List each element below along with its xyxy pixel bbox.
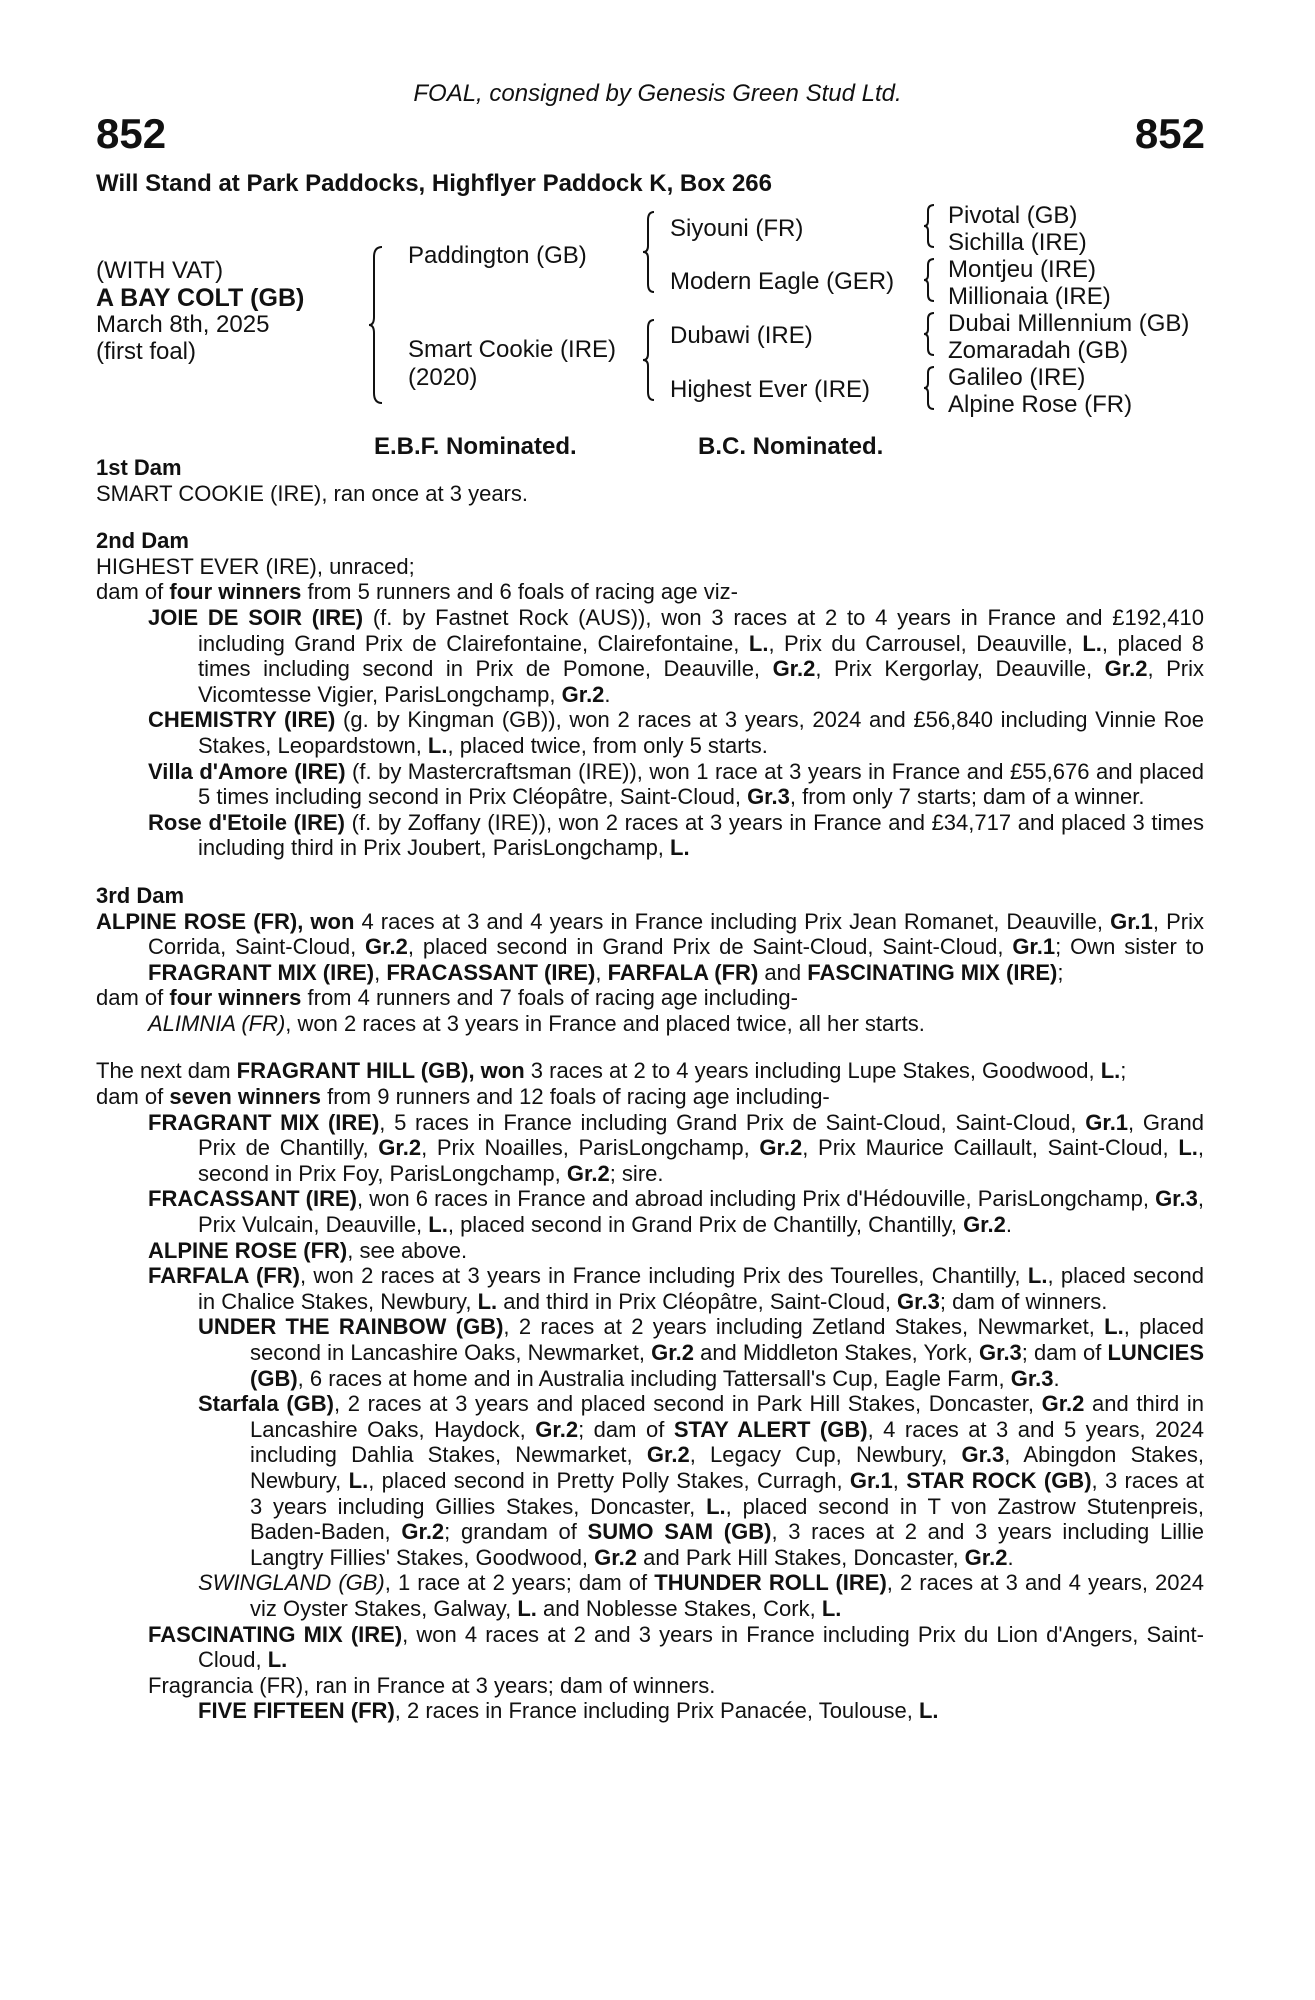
pedigree-dam-sire: Dubawi (IRE) bbox=[670, 322, 813, 349]
pedigree-g3: Alpine Rose (FR) bbox=[948, 391, 1133, 418]
progeny-entry: Starfala (GB), 2 races at 3 years and placed second in Park Hill Stakes, Doncaster, Gr.2 and third in Lancashire Oaks, Haydock, Gr.2; dam of STAY ALERT (GB), 4 races at 3 and 5 years, 2024 including Dahlia Stakes, Newmarket, Gr.2, Legacy Cup, Newbury, Gr.3, Abingdon Stakes, Newbury, L., placed second in Pretty Polly Stakes, Curragh, Gr.1, STAR ROCK (GB), 3 races at 3 years including Gillies Stakes, Doncaster, L., placed second in T von Zastrow Stutenpreis, Baden-Baden, Gr.2; grandam of SUMO SAM (GB), 3 races at 2 and 3 years including Lillie Langtry Fillies' Stakes, Goodwood, Gr.2 and Park Hill Stakes, Doncaster, Gr.2. bbox=[198, 1391, 1205, 1570]
pedigree-g3: Zomaradah (GB) bbox=[948, 337, 1129, 364]
bc-nomination: B.C. Nominated. bbox=[698, 433, 884, 460]
second-dam-heading: 2nd Dam bbox=[96, 528, 189, 554]
pedigree-brace-dam bbox=[642, 318, 658, 402]
third-dam-produce: dam of four winners from 4 runners and 7 foals of racing age including- bbox=[96, 985, 798, 1011]
vat-note: (WITH VAT) bbox=[96, 257, 224, 284]
progeny-entry: FRACASSANT (IRE), won 6 races in France and abroad including Prix d'Hédouville, ParisLongchamp, Gr.3, Prix Vulcain, Deauville, L., placed second in Grand Prix de Chantilly, Chantilly, Gr.2. bbox=[148, 1186, 1204, 1238]
pedigree-g3: Galileo (IRE) bbox=[948, 364, 1086, 391]
pedigree-sire-sire: Siyouni (FR) bbox=[670, 215, 804, 242]
next-dam-entry: The next dam FRAGRANT HILL (GB), won 3 races at 2 to 4 years including Lupe Stakes, Goodwood, L.; bbox=[96, 1058, 1127, 1084]
third-dam-entry: ALPINE ROSE (FR), won 4 races at 3 and 4 years in France including Prix Jean Romanet, Deauville, Gr.1, Prix Corrida, Saint-Cloud, Gr.2, placed second in Grand Prix de Saint-Cloud, Saint-Cloud, Gr.1; Own sister to FRAGRANT MIX (IRE), FRACASSANT (IRE), FARFALA (FR) and FASCINATING MIX (IRE); bbox=[96, 908, 1204, 985]
pedigree-dam-dam: Highest Ever (IRE) bbox=[670, 376, 871, 403]
ebf-nomination: E.B.F. Nominated. bbox=[374, 433, 577, 460]
consignor-line: FOAL, consigned by Genesis Green Stud Ltd. bbox=[413, 80, 902, 107]
progeny-entry: FASCINATING MIX (IRE), won 4 races at 2 and 3 years in France including Prix du Lion d'Angers, Saint-Cloud, L. bbox=[148, 1621, 1204, 1673]
pedigree-brace-sire bbox=[642, 210, 658, 294]
progeny-entry: Fragrancia (FR), ran in France at 3 years; dam of winners. bbox=[148, 1672, 716, 1698]
pedigree-g3: Sichilla (IRE) bbox=[948, 229, 1087, 256]
location-line: Will Stand at Park Paddocks, Highflyer Paddock K, Box 266 bbox=[96, 170, 772, 197]
second-dam-line1: HIGHEST EVER (IRE), unraced; bbox=[96, 553, 415, 579]
horse-note: (first foal) bbox=[96, 338, 197, 365]
progeny-entry: FIVE FIFTEEN (FR), 2 races in France including Prix Panacée, Toulouse, L. bbox=[198, 1698, 939, 1724]
pedigree-sire-dam: Modern Eagle (GER) bbox=[670, 268, 895, 295]
pedigree-brace-g3-3 bbox=[923, 311, 937, 357]
progeny-entry: ALPINE ROSE (FR), see above. bbox=[148, 1237, 468, 1263]
catalogue-body bbox=[96, 455, 1204, 1724]
pedigree-g3: Millionaia (IRE) bbox=[948, 283, 1111, 310]
progeny-entry: ALIMNIA (FR), won 2 races at 3 years in France and placed twice, all her starts. bbox=[148, 1010, 925, 1036]
pedigree-sire: Paddington (GB) bbox=[408, 242, 587, 269]
progeny-entry: FRAGRANT MIX (IRE), 5 races in France including Grand Prix de Saint-Cloud, Saint-Cloud, Gr.1, Grand Prix de Chantilly, Gr.2, Prix Noailles, ParisLongchamp, Gr.2, Prix Maurice Caillault, Saint-Cloud, L., second in Prix Foy, ParisLongchamp, Gr.2; sire. bbox=[148, 1109, 1205, 1186]
pedigree-brace-g3-1 bbox=[923, 203, 937, 249]
horse-dob: March 8th, 2025 bbox=[96, 311, 270, 338]
third-dam-heading: 3rd Dam bbox=[96, 882, 185, 908]
pedigree-g3: Montjeu (IRE) bbox=[948, 256, 1097, 283]
pedigree-brace-main bbox=[368, 245, 386, 405]
first-dam-text: SMART COOKIE (IRE), ran once at 3 years. bbox=[96, 480, 528, 506]
lot-number-right: 852 bbox=[1134, 110, 1205, 157]
progeny-entry: SWINGLAND (GB), 1 race at 2 years; dam of THUNDER ROLL (IRE), 2 races at 3 and 4 years, 2024 viz Oyster Stakes, Galway, L. and Noblesse Stakes, Cork, L. bbox=[198, 1570, 1204, 1621]
lot-number-left: 852 bbox=[96, 110, 167, 157]
first-dam-heading: 1st Dam bbox=[96, 455, 182, 480]
second-dam-line2: dam of four winners from 5 runners and 6 foals of racing age viz- bbox=[96, 579, 738, 605]
pedigree-brace-g3-4 bbox=[923, 365, 937, 411]
progeny-entry: Villa d'Amore (IRE) (f. by Mastercraftsman (IRE)), won 1 race at 3 years in France and £55,676 and placed 5 times including second in Prix Cléopâtre, Saint-Cloud, Gr.3, from only 7 starts; dam of a winner. bbox=[148, 758, 1204, 810]
next-dam-produce: dam of seven winners from 9 runners and 12 foals of racing age including- bbox=[96, 1084, 830, 1110]
horse-name: A BAY COLT (GB) bbox=[96, 284, 305, 312]
pedigree-g3: Dubai Millennium (GB) bbox=[948, 310, 1190, 337]
progeny-entry: UNDER THE RAINBOW (GB), 2 races at 2 years including Zetland Stakes, Newmarket, L., placed second in Lancashire Oaks, Newmarket, Gr.2 and Middleton Stakes, York, Gr.3; dam of LUNCIES (GB), 6 races at home and in Australia including Tattersall's Cup, Eagle Farm, Gr.3. bbox=[198, 1314, 1204, 1391]
pedigree-g3: Pivotal (GB) bbox=[948, 202, 1078, 229]
pedigree-dam: Smart Cookie (IRE) bbox=[408, 336, 617, 363]
progeny-entry: FARFALA (FR), won 2 races at 3 years in France including Prix des Tourelles, Chantilly, L., placed second in Chalice Stakes, Newbury, L. and third in Prix Cléopâtre, Saint-Cloud, Gr.3; dam of winners. bbox=[148, 1263, 1205, 1314]
pedigree-brace-g3-2 bbox=[923, 257, 937, 303]
progeny-entry: Rose d'Etoile (IRE) (f. by Zoffany (IRE)), won 2 races at 3 years in France and £34,717 and placed 3 times including third in Prix Joubert, ParisLongchamp, L. bbox=[148, 809, 1204, 861]
progeny-entry: JOIE DE SOIR (IRE) (f. by Fastnet Rock (AUS)), won 3 races at 2 to 4 years in France and £192,410 including Grand Prix de Clairefontaine, Clairefontaine, L., Prix du Carrousel, Deauville, L., placed 8 times including second in Prix de Pomone, Deauville, Gr.2, Prix Kergorlay, Deauville, Gr.2, Prix Vicomtesse Vigier, ParisLongchamp, Gr.2. bbox=[148, 604, 1204, 707]
progeny-entry: CHEMISTRY (IRE) (g. by Kingman (GB)), won 2 races at 3 years, 2024 and £56,840 including Vinnie Roe Stakes, Leopardstown, L., placed twice, from only 5 starts. bbox=[148, 707, 1204, 758]
pedigree-dam-year: (2020) bbox=[408, 364, 478, 391]
